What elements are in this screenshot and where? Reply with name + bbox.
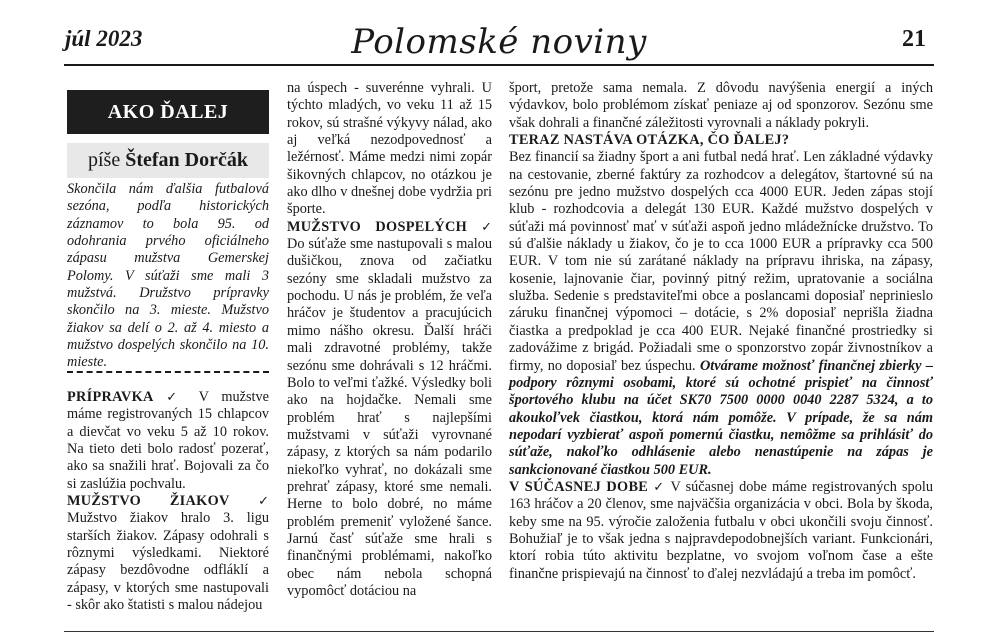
column-3-continuation: šport, pretože sama nemala. Z dôvodu navýšenia energií a iných výdavkov, bolo problémom získať peniaze aj od sponzorov. Sezónu sme však dohrali a finančné záležitosti vyrovnali a náklady pokryli.	[509, 80, 933, 131]
section-text: V súčasnej dobe máme registrovaných spolu 163 hráčov a 20 členov, sme najväčšia organizácia v obci. Bola by škoda, keby sme na 95. výročie založenia futbalu v obci ukončili svoju činnosť. Bohužiaľ je to však jedna s najpravdepodobnejších variant. Funkcionári, ktorí robia túto aktivitu bezplatne, vo svojom voľnom čase a ešte finančne prispievajú na činnosť to ďalej nezvládajú a treba im pomôcť.	[509, 478, 933, 582]
checkmark-icon: ✓	[166, 390, 187, 405]
section-text: Mužstvo žiakov hralo 3. ligu starších žiakov. Zápasy odohrali s rôznymi výsledkami. Niektoré zápasy bezdôvodne odfláklí a zápasy, v ktorých sme nastupovali - skôr ako štatisti s malou nádejou	[67, 510, 269, 614]
section-heading: V SÚČASNEJ DOBE	[509, 478, 649, 495]
article-intro: Skončila nám ďalšia futbalová sezóna, podľa historických záznamov to bola 95. od odohrania prvého oficiálneho zápasu mužstva Gemerskej Polomy. V súťaži sme mali 3 mužstvá. Družstvo prípravky skončilo na 3. mieste. Mužstvo žiakov sa delí o 2. až 4. miesto a mužstvo dospelých skončilo na 10. mieste.	[67, 181, 269, 371]
author-name: Štefan Dorčák	[125, 149, 248, 171]
masthead-title: Polomské noviny	[351, 22, 647, 62]
column-2-continuation: na úspech - suverénne vyhrali. U týchto mladých, vo veku 11 až 15 rokov, sú strašné výkyvy nálad, ako aj veľká nezodpovednosť a ležérnosť. Máme medzi nimi zopár šikovných chlapcov, no otázkou je ako dlho v dnešnej dobe vydržia pri športe.	[287, 80, 492, 218]
section-ziaci	[67, 493, 269, 614]
author-byline	[67, 143, 269, 178]
column-3	[509, 80, 933, 583]
checkmark-icon: ✓	[653, 479, 666, 495]
section-sucasna-doba	[509, 479, 933, 583]
article-title: AKO ĎALEJ	[67, 90, 269, 134]
issue-date: júl 2023	[65, 26, 143, 51]
section-heading: MUŽSTVO ŽIAKOV	[67, 493, 230, 510]
section-heading: TERAZ NASTÁVA OTÁZKA, ČO ĎALEJ?	[509, 132, 790, 149]
section-co-dalej	[509, 149, 933, 479]
section-dospeli	[287, 219, 492, 601]
footer-rule	[64, 631, 934, 632]
checkmark-icon: ✓	[481, 219, 492, 235]
dashed-divider	[67, 371, 269, 373]
section-heading: PRÍPRAVKA	[67, 389, 154, 405]
section-text: Bez financií sa žiadny šport a ani futbal nedá hrať. Len základné výdavky na cestovanie, zberné faktúry za rozhodcov a delegátov, štartovné sú na sezónu pre jedno mužstvo dospelých cca 4000 EUR. Jeden zápas stojí klub - rozhodcovia a delegát 130 EUR. Každé mužstvo dospelých v súťaži má povinnosť mať v súťaži aspoň jedno mládežnícke družstvo. To sú ďalšie náklady u žiakov, čo je to cca 1000 EUR a prípravky cca 500 EUR. V tom nie sú zarátané náklady na prípravu ihriska, na zápasy, kosenie, lajnovanie čiar, povinný pitný režim, upratovanie a sociálna služba. Sedenie s predstaviteľmi obce a poslancami doposiaľ neprinieslo záruku finančnej výpomoci – dotácie, s 2% doposiaľ neprišla žiadna čiastka a predpoklad je cca 400 EUR. Nejaké finančné prostriedky si zadovážime z brigád. Požiadali sme o sponzorstvo zopár živnostníkov a firmy, no doposiaľ bez úspechu.	[509, 149, 933, 374]
column-2	[287, 80, 492, 600]
section-pripravka	[67, 389, 269, 493]
page-number: 21	[902, 26, 926, 52]
page-header	[0, 0, 998, 70]
column-1-body	[67, 389, 269, 614]
author-label: píše	[88, 149, 121, 171]
header-rule	[64, 64, 934, 66]
section-text: V mužstve máme registrovaných 15 chlapcov a dievčat vo veku 5 až 10 rokov. Na tieto deti bolo radosť pozerať, ako sa snažili hrať. Bojovali za čo si zaslúžia pochvalu.	[67, 389, 269, 492]
checkmark-icon: ✓	[258, 494, 269, 510]
section-text: Do súťaže sme nastupovali s malou dušičkou, znova od začiatku sezóny sme skladali mužstvo za pochodu. U nás je problém, že veľa hráčov je študentov a pracujúcich mimo nášho okresu. Ďalší hráči mali zdravotné problémy, takže sezónu sme dohrávali s 12 hráčmi. Bolo to veľmi ťažké. Výsledky boli ako na hojdačke. Nemali sme problém hrať s najlepšími mužstvami v súťaži vyrovnané zápasy, z ktorých sa nám podarilo niekoľko vyhrať, no dokázali sme prehrať zápasy, ktoré sme nemali. Herne to bolo dobré, no máme problém premeniť vyložené šance. Jarnú časť súťaže sme hrali s finančnými problémami, nakoľko obec nám nebola schopná vypomôcť dotáciou na	[287, 236, 492, 599]
donation-appeal: Otvárame možnosť finančnej zbierky – podpory rôznymi osobami, ktoré sú ochotné prispieť na činnosť športového klubu na účet SK70 7500 0000 0040 2287 5324, a to akoukoľvek čiastkou, ktorá nám pomôže. V prípade, že sa nám nepodarí vyzbierať aspoň pomernú čiastku, nemôžme sa prihlásiť do súťaže, nakoľko odhlásenie alebo nenastúpenie na zápas je sankcionované čiastkou 500 EUR.	[509, 357, 933, 478]
section-heading: MUŽSTVO DOSPELÝCH	[287, 218, 468, 235]
